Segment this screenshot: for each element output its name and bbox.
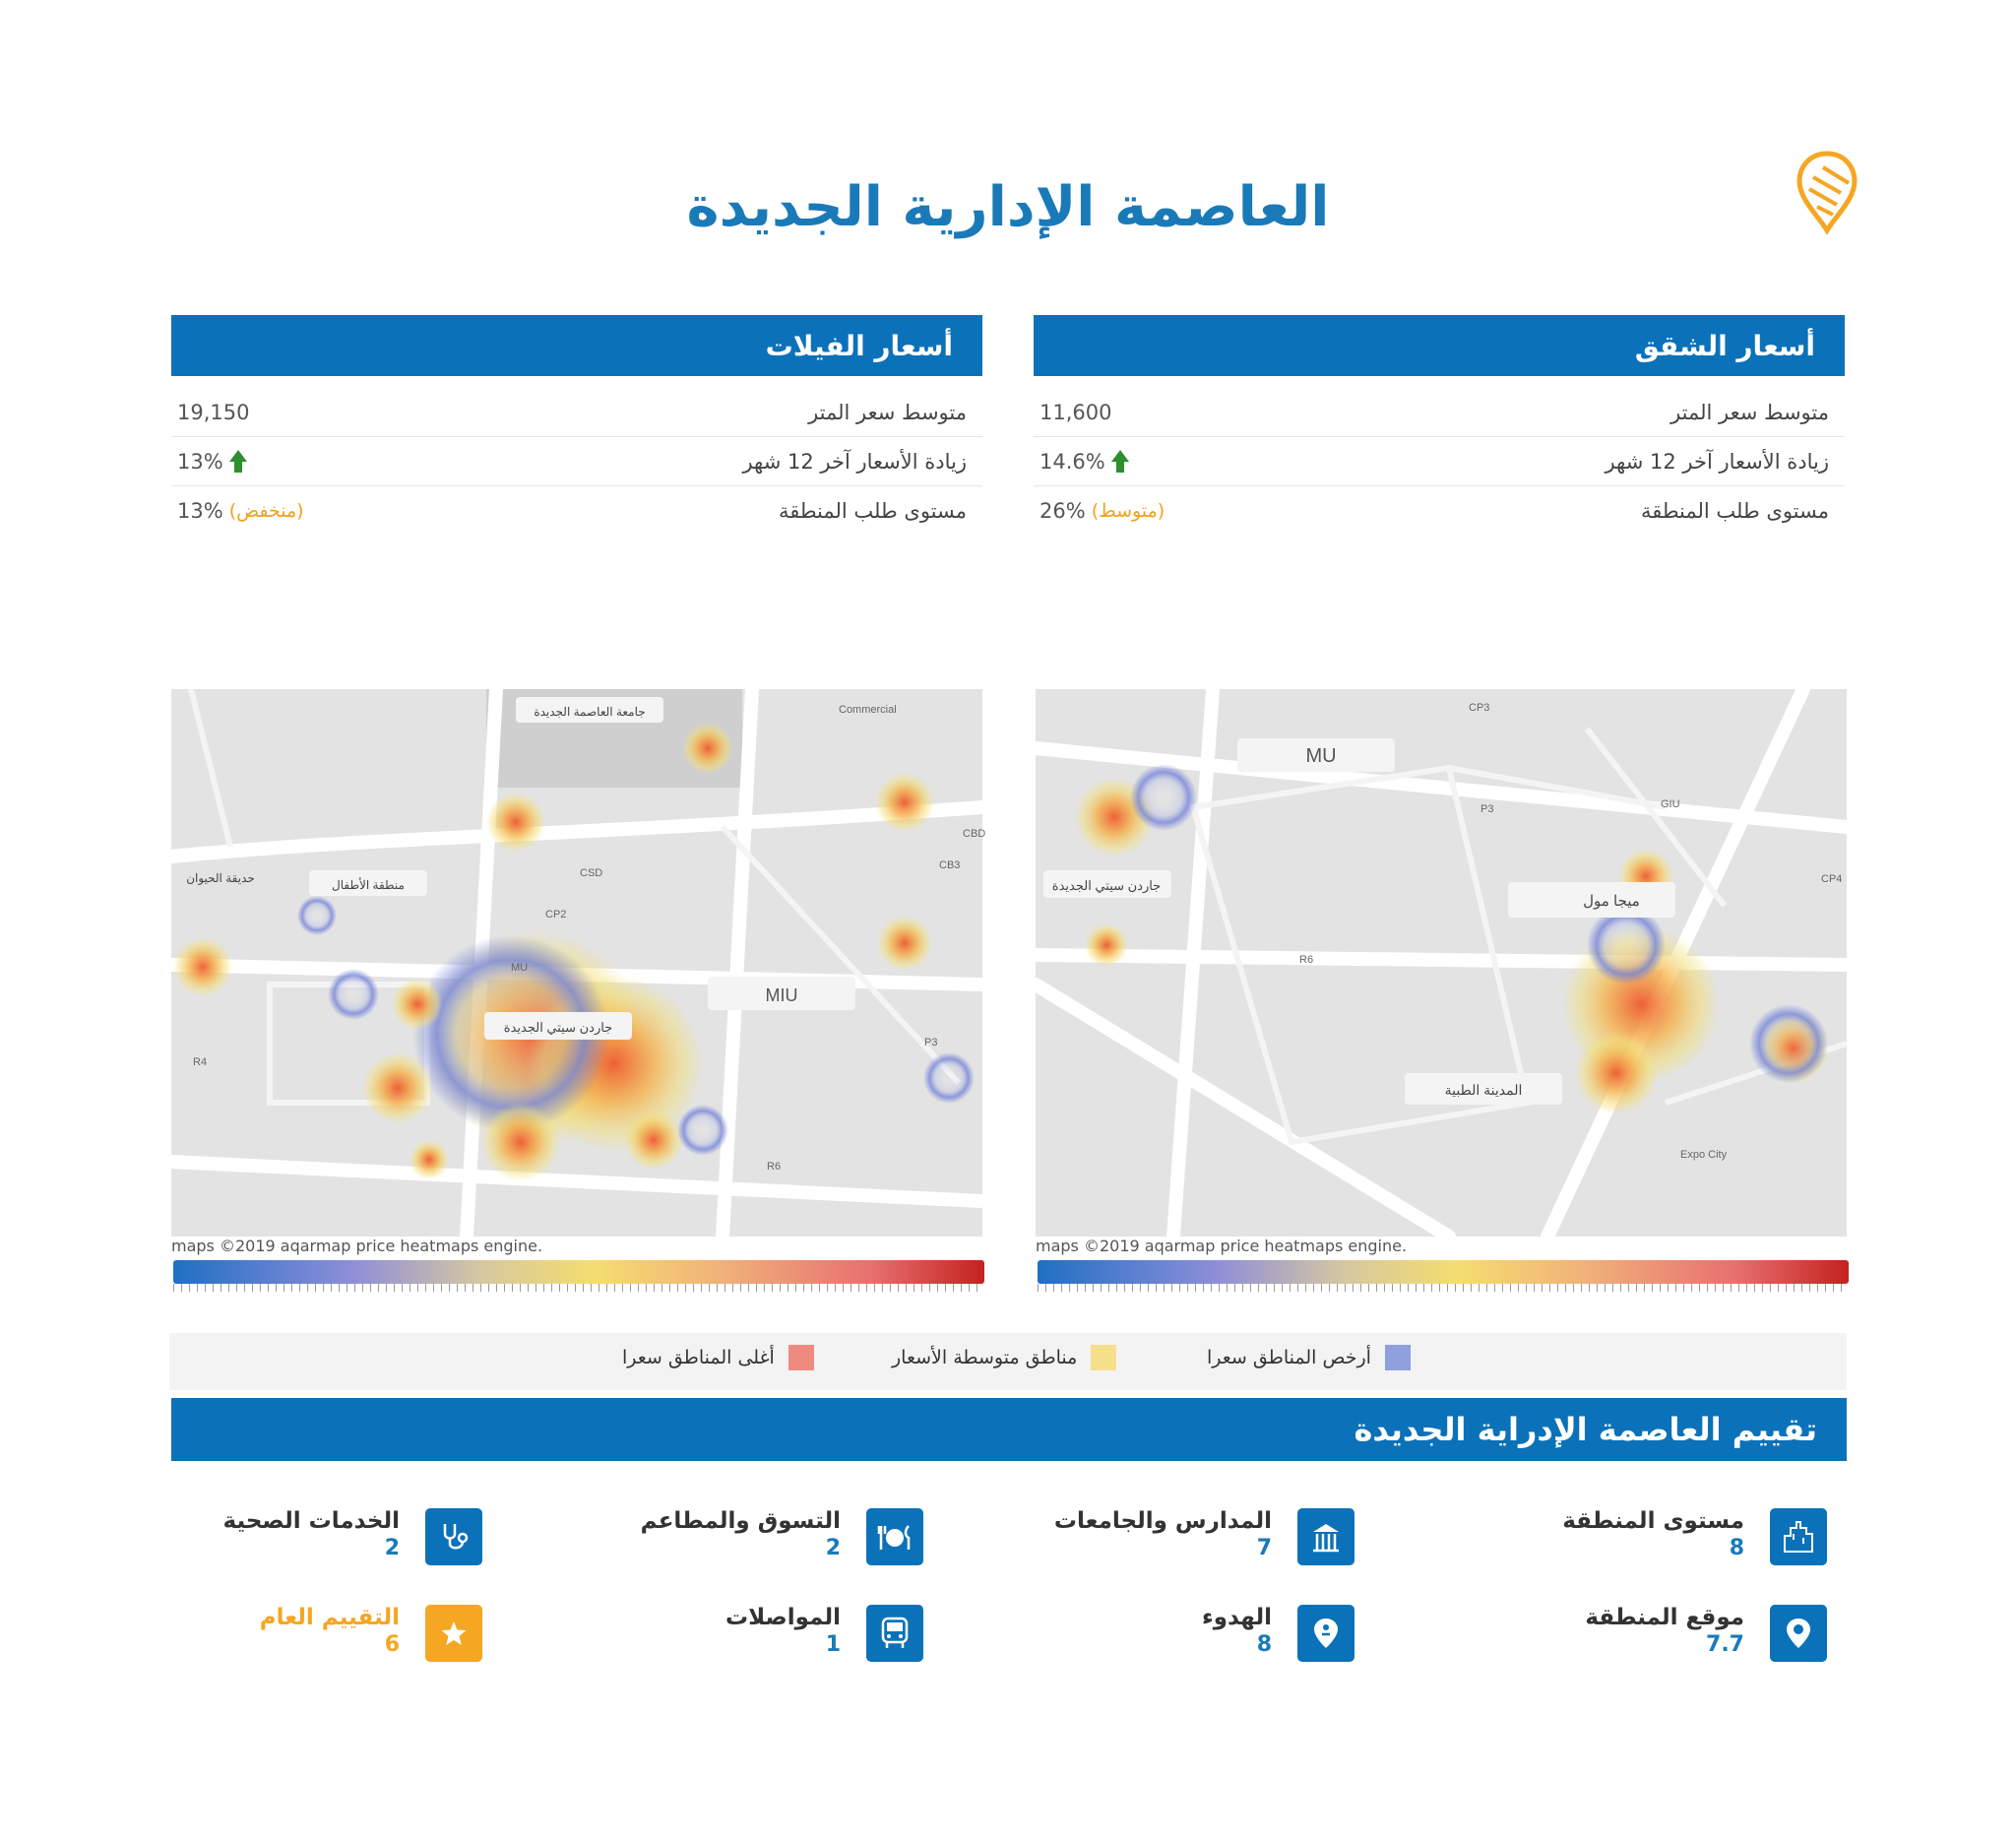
map-label: CP4 xyxy=(1821,873,1843,885)
legend-swatch-mid xyxy=(1091,1345,1116,1370)
legend-cheap-label: أرخص المناطق سعرا xyxy=(1207,1347,1371,1368)
map-label: CBD xyxy=(963,828,986,840)
villas-increase-value: 13% xyxy=(177,449,223,474)
map-label: MIU xyxy=(765,985,798,1005)
rating-label: التقييم العام xyxy=(259,1605,400,1630)
villas-row-demand xyxy=(171,486,982,536)
villas-price-value: 19,150 xyxy=(177,400,250,424)
map-label: Expo City xyxy=(1680,1149,1728,1161)
map-label: CB3 xyxy=(939,859,961,871)
rating-score: 8 xyxy=(1729,1536,1744,1560)
apartments-price-label: متوسط سعر المتر xyxy=(1670,400,1829,424)
map-label: جاردن سيتي الجديدة xyxy=(503,1020,613,1035)
rating-label: المدارس والجامعات xyxy=(1053,1508,1272,1534)
heat-spot xyxy=(877,916,932,971)
rating-shopping xyxy=(641,1508,923,1565)
rating-label: المواصلات xyxy=(724,1605,841,1630)
apartments-demand-label: مستوى طلب المنطقة xyxy=(1640,499,1829,523)
legend-expensive-label: أغلى المناطق سعرا xyxy=(622,1347,775,1368)
villas-row-price-increase xyxy=(171,437,982,486)
map-label: P3 xyxy=(924,1037,938,1048)
star-icon xyxy=(425,1605,482,1662)
map-label: GIU xyxy=(1661,798,1680,810)
apartments-price-value: 11,600 xyxy=(1040,400,1112,424)
school-icon xyxy=(1297,1508,1354,1565)
legend-cheap xyxy=(1207,1345,1411,1370)
heat-spot xyxy=(677,1105,728,1156)
map-label: P3 xyxy=(1480,803,1494,815)
rating-score: 2 xyxy=(825,1536,841,1560)
apartments-row-demand xyxy=(1034,486,1845,536)
legend-mid-label: مناطق متوسطة الأسعار xyxy=(892,1347,1078,1368)
map-label: Commercial xyxy=(839,704,897,716)
map-label: R4 xyxy=(193,1056,208,1068)
villas-header: أسعار الفيلات xyxy=(171,315,982,376)
rating-calm xyxy=(1202,1605,1354,1662)
rating-transport xyxy=(725,1605,923,1662)
map-label: CP2 xyxy=(545,909,567,921)
map-credit: maps ©2019 aqarmap price heatmaps engine. xyxy=(1036,1237,1408,1255)
page-title: العاصمة الإدارية الجديدة xyxy=(686,175,1330,239)
heat-spot xyxy=(875,773,934,832)
heat-spot xyxy=(481,1103,560,1181)
rating-score: 1 xyxy=(825,1632,841,1657)
apartments-demand-tag: (متوسط) xyxy=(1091,500,1166,522)
map-label: R6 xyxy=(767,1161,782,1173)
rating-schools xyxy=(1054,1508,1354,1565)
buildings-icon xyxy=(1770,1508,1827,1565)
villas-demand-tag: (منخفض) xyxy=(228,500,304,522)
price-color-scale xyxy=(173,1260,984,1284)
trend-up-arrow-icon xyxy=(1111,450,1129,474)
rating-location xyxy=(1585,1605,1827,1662)
apartments-demand-value: 26% xyxy=(1040,499,1086,523)
legend-swatch-cheap xyxy=(1385,1345,1411,1370)
heat-spot xyxy=(486,793,545,852)
bus-icon xyxy=(866,1605,923,1662)
apartments-increase-value: 14.6% xyxy=(1040,449,1105,474)
stethoscope-icon xyxy=(425,1508,482,1565)
heat-spot xyxy=(1749,1004,1828,1083)
heat-spot xyxy=(362,1052,433,1123)
rating-score: 6 xyxy=(384,1632,400,1657)
rating-label: موقع المنطقة xyxy=(1585,1605,1744,1630)
heat-spot xyxy=(297,896,337,935)
apartments-header: أسعار الشقق xyxy=(1034,315,1845,376)
map-label: حديقة الحيوان xyxy=(186,871,255,885)
villas-price-label: متوسط سعر المتر xyxy=(808,400,967,424)
villas-price-panel xyxy=(171,315,982,536)
rating-area-level xyxy=(1562,1508,1827,1565)
heat-spot xyxy=(392,979,443,1030)
legend-expensive xyxy=(622,1345,814,1370)
location-pin-icon xyxy=(1770,1605,1827,1662)
apartments-row-price-per-meter xyxy=(1034,388,1845,437)
restaurant-icon xyxy=(866,1508,923,1565)
heat-spot xyxy=(410,1140,449,1179)
map-label: CP3 xyxy=(1469,702,1490,714)
heat-spot xyxy=(624,1111,683,1170)
map-label: منطقة الأطفال xyxy=(332,878,405,892)
villas-demand-label: مستوى طلب المنطقة xyxy=(778,499,967,523)
heat-spot xyxy=(328,969,379,1020)
map-label: R6 xyxy=(1299,954,1314,966)
trend-up-arrow-icon xyxy=(229,450,247,474)
price-scale-ticks xyxy=(173,1284,984,1292)
apartments-price-panel xyxy=(1034,315,1845,536)
map-label: ميجا مول xyxy=(1583,893,1640,910)
heat-spot xyxy=(1575,1032,1658,1114)
villas-heatmap[interactable] xyxy=(171,689,986,1237)
map-label: المدينة الطبية xyxy=(1444,1082,1523,1098)
villas-demand-value: 13% xyxy=(177,499,223,523)
price-scale-ticks xyxy=(1038,1284,1849,1292)
map-label: جامعة العاصمة الجديدة xyxy=(534,705,646,719)
heat-spot xyxy=(923,1052,975,1104)
heat-spot xyxy=(173,937,232,996)
location-pin-logo-icon xyxy=(1794,150,1860,234)
rating-label: الخدمات الصحية xyxy=(222,1508,400,1534)
rating-score: 2 xyxy=(384,1536,400,1560)
rating-score: 7 xyxy=(1256,1536,1272,1560)
map-label: CSD xyxy=(580,867,603,879)
map-label: MU xyxy=(511,962,529,974)
rating-header: تقييم العاصمة الإدراية الجديدة xyxy=(171,1398,1847,1461)
map-label: MU xyxy=(1305,745,1337,767)
calm-pin-icon xyxy=(1297,1605,1354,1662)
price-color-scale xyxy=(1038,1260,1849,1284)
rating-label: الهدوء xyxy=(1201,1605,1272,1630)
legend-mid xyxy=(892,1345,1116,1370)
heat-spot xyxy=(682,723,733,774)
map-credit: maps ©2019 aqarmap price heatmaps engine. xyxy=(171,1237,543,1255)
map-label: جاردن سيتي الجديدة xyxy=(1051,878,1162,893)
apartments-increase-label: زيادة الأسعار آخر 12 شهر xyxy=(1605,449,1829,474)
rating-score: 8 xyxy=(1256,1632,1272,1657)
rating-label: التسوق والمطاعم xyxy=(640,1508,841,1534)
heat-spot xyxy=(1130,764,1197,831)
rating-score: 7.7 xyxy=(1706,1632,1744,1657)
rating-label: مستوى المنطقة xyxy=(1562,1508,1744,1534)
rating-health xyxy=(223,1508,482,1565)
villas-increase-label: زيادة الأسعار آخر 12 شهر xyxy=(742,449,967,474)
apartments-row-price-increase xyxy=(1034,437,1845,486)
apartments-heatmap[interactable] xyxy=(1036,689,1847,1237)
villas-row-price-per-meter xyxy=(171,388,982,437)
legend-swatch-expensive xyxy=(788,1345,814,1370)
rating-overall xyxy=(260,1605,482,1662)
heat-spot xyxy=(1085,923,1128,967)
